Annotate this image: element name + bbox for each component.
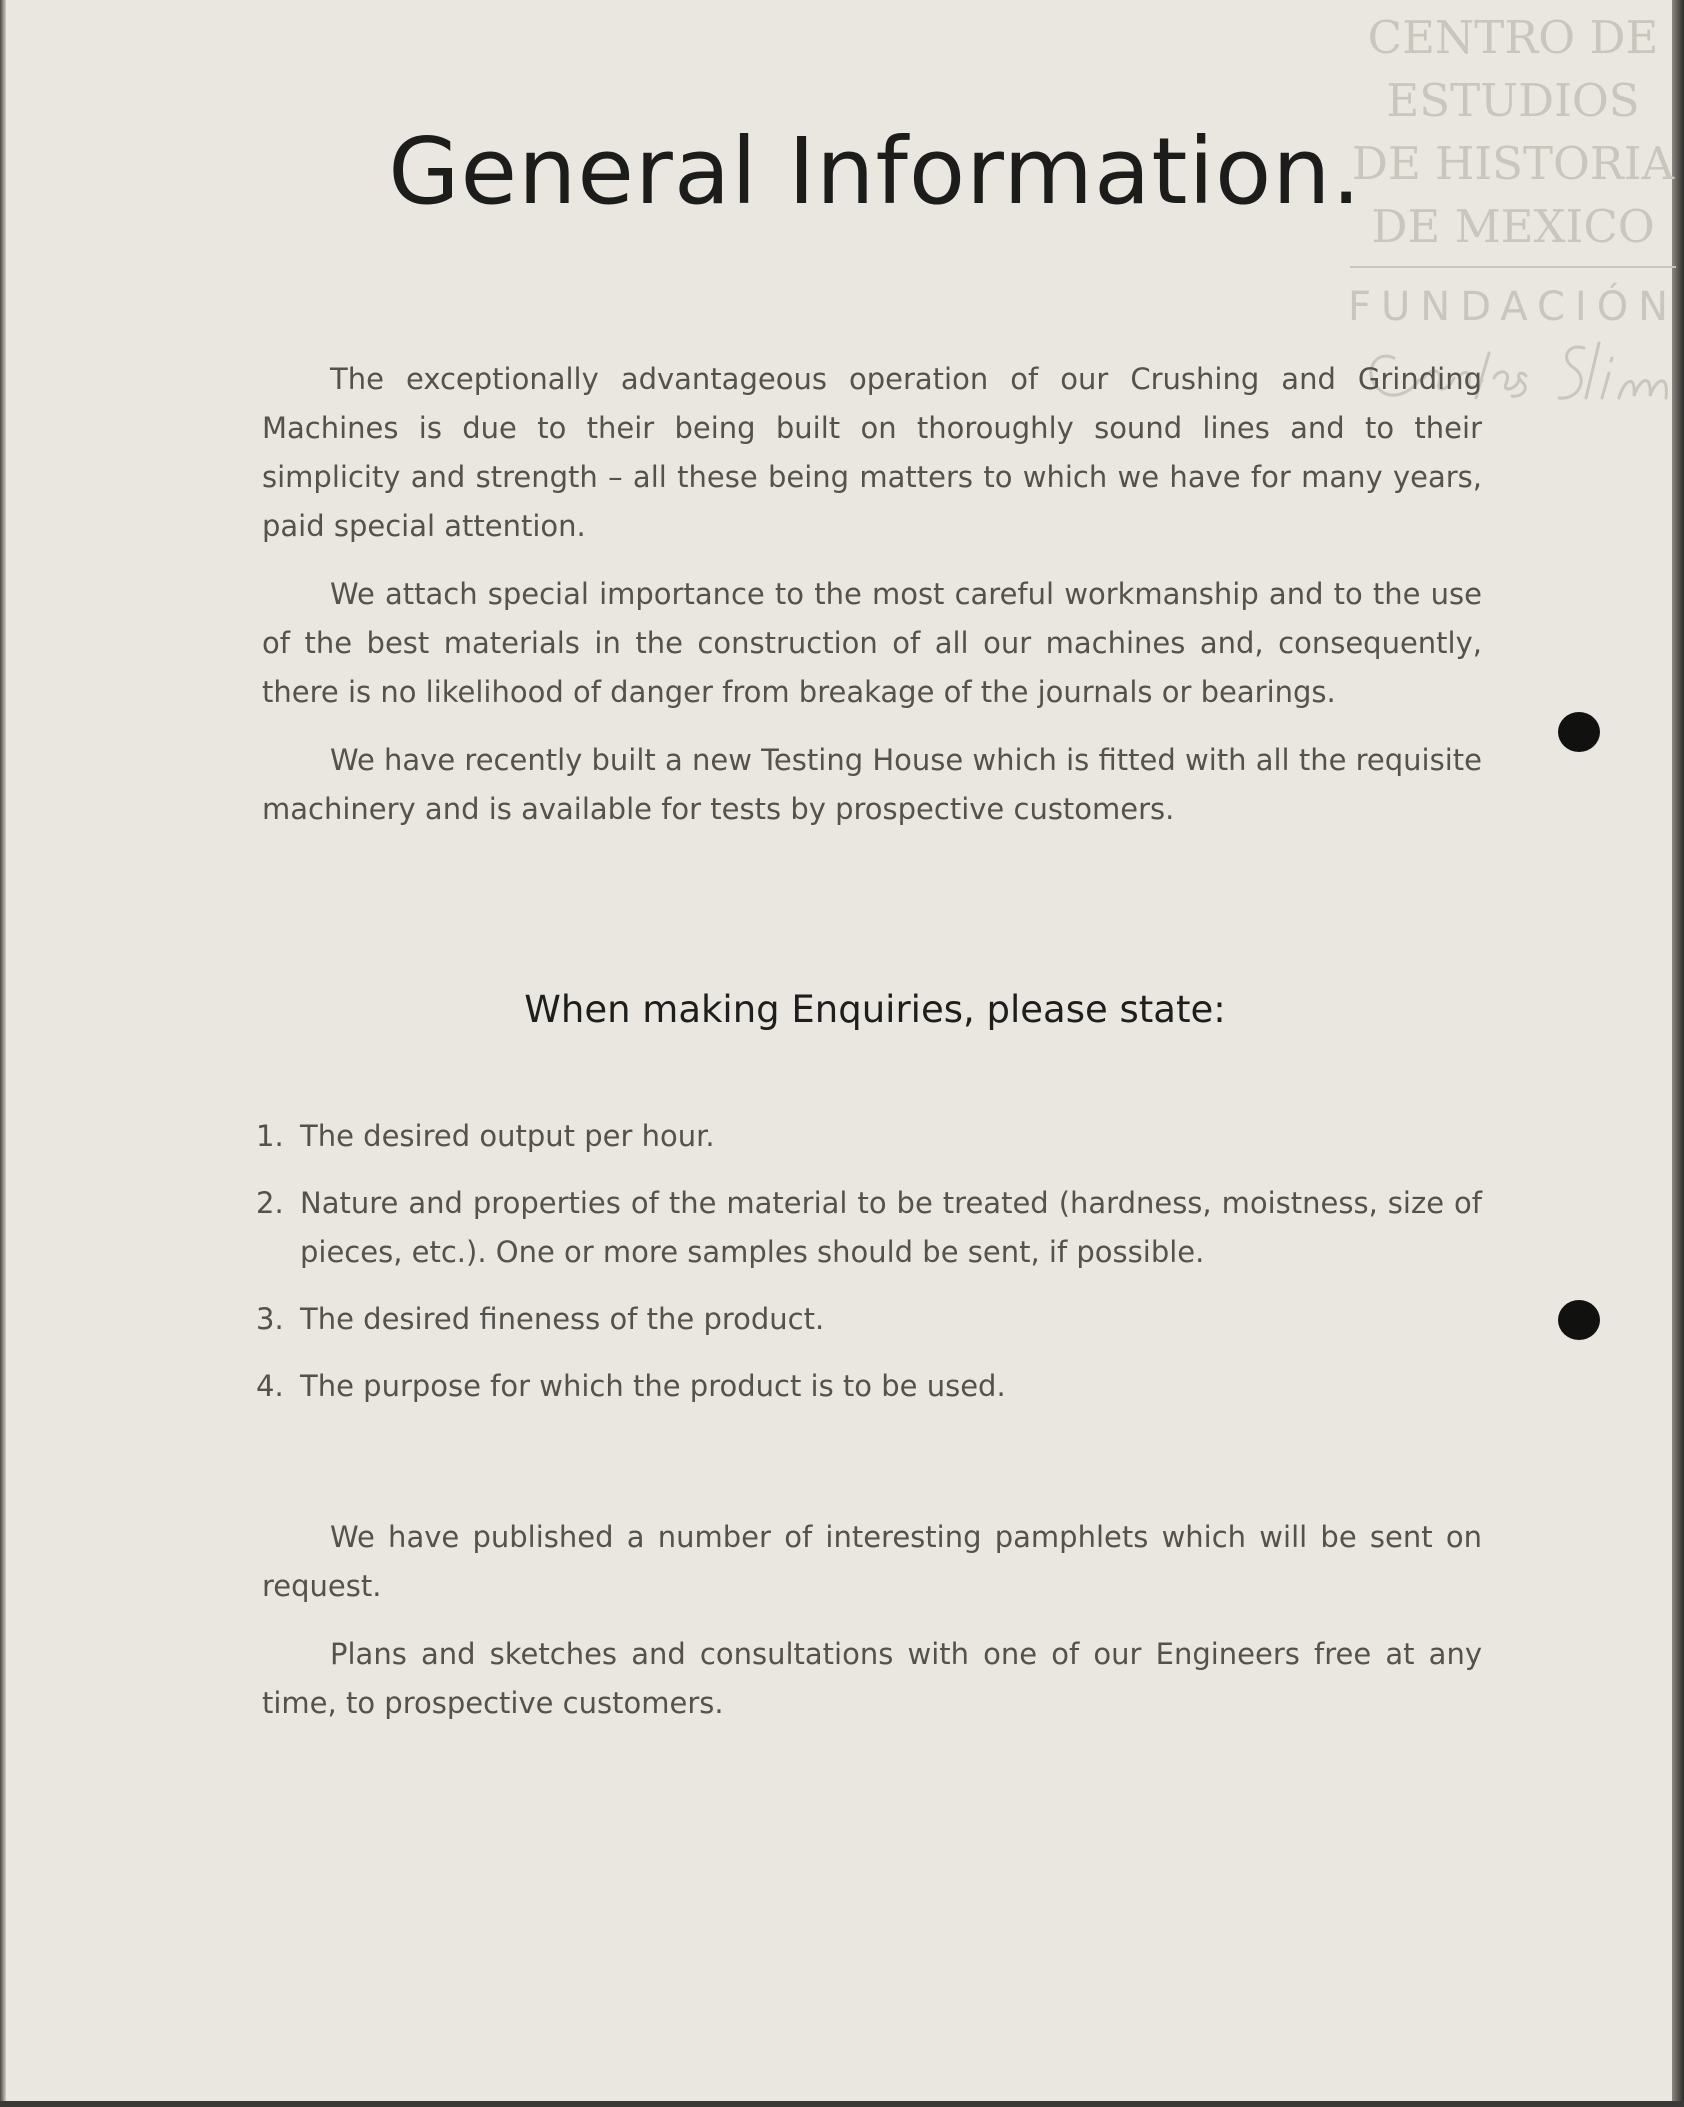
watermark-divider bbox=[1350, 266, 1676, 268]
watermark-line: CENTRO DE bbox=[1367, 11, 1659, 64]
list-item bbox=[256, 1295, 1482, 1344]
list-item-text: The purpose for which the product is to be used. bbox=[300, 1369, 1006, 1403]
intro-paragraph: We attach special importance to the most careful workmanship and to the use of the best materials in the construction of all our machines and, consequently, there is no likelihood of danger from breakage of the journals or bearings. bbox=[262, 577, 1482, 709]
list-item-text: The desired fineness of the product. bbox=[300, 1302, 825, 1336]
intro-paragraph: The exceptionally advantageous operation of our Crushing and Grinding Machines is due to their being built on thoroughly sound lines and to their simplicity and strength – all these being matters to which we have for many years, paid special attention. bbox=[262, 362, 1482, 543]
list-item bbox=[256, 1179, 1482, 1277]
enquiries-list bbox=[256, 1112, 1482, 1429]
closing-paragraph: We have published a number of interesting pamphlets which will be sent on request. bbox=[262, 1520, 1482, 1603]
punch-hole bbox=[1558, 1300, 1600, 1340]
enquiries-heading: When making Enquiries, please state: bbox=[524, 988, 1226, 1031]
list-item-number: 1. bbox=[256, 1119, 284, 1153]
list-item-number: 4. bbox=[256, 1369, 284, 1403]
list-item-text: Nature and properties of the material to be treated (hardness, moistness, size of pieces, etc.). One or more samples should be sent, if possible. bbox=[300, 1186, 1482, 1269]
page-left-edge bbox=[0, 0, 6, 2107]
punch-hole bbox=[1558, 712, 1600, 752]
watermark-line: DE MEXICO bbox=[1371, 200, 1655, 253]
page-title: General Information. bbox=[388, 118, 1362, 225]
watermark-foundation: FUNDACIÓN bbox=[1348, 284, 1679, 330]
watermark-line: ESTUDIOS bbox=[1386, 74, 1640, 127]
list-item bbox=[256, 1112, 1482, 1161]
closing-paragraph: Plans and sketches and consultations with one of our Engineers free at any time, to prospective customers. bbox=[262, 1637, 1482, 1720]
list-item-number: 3. bbox=[256, 1302, 284, 1336]
intro-paragraph: We have recently built a new Testing House which is fitted with all the requisite machinery and is available for tests by prospective customers. bbox=[262, 743, 1482, 826]
watermark-line: DE HISTORIA bbox=[1351, 137, 1675, 190]
page-bottom-edge bbox=[0, 2101, 1684, 2107]
list-item bbox=[256, 1362, 1482, 1411]
list-item-number: 2. bbox=[256, 1186, 284, 1220]
list-item-text: The desired output per hour. bbox=[300, 1119, 715, 1153]
